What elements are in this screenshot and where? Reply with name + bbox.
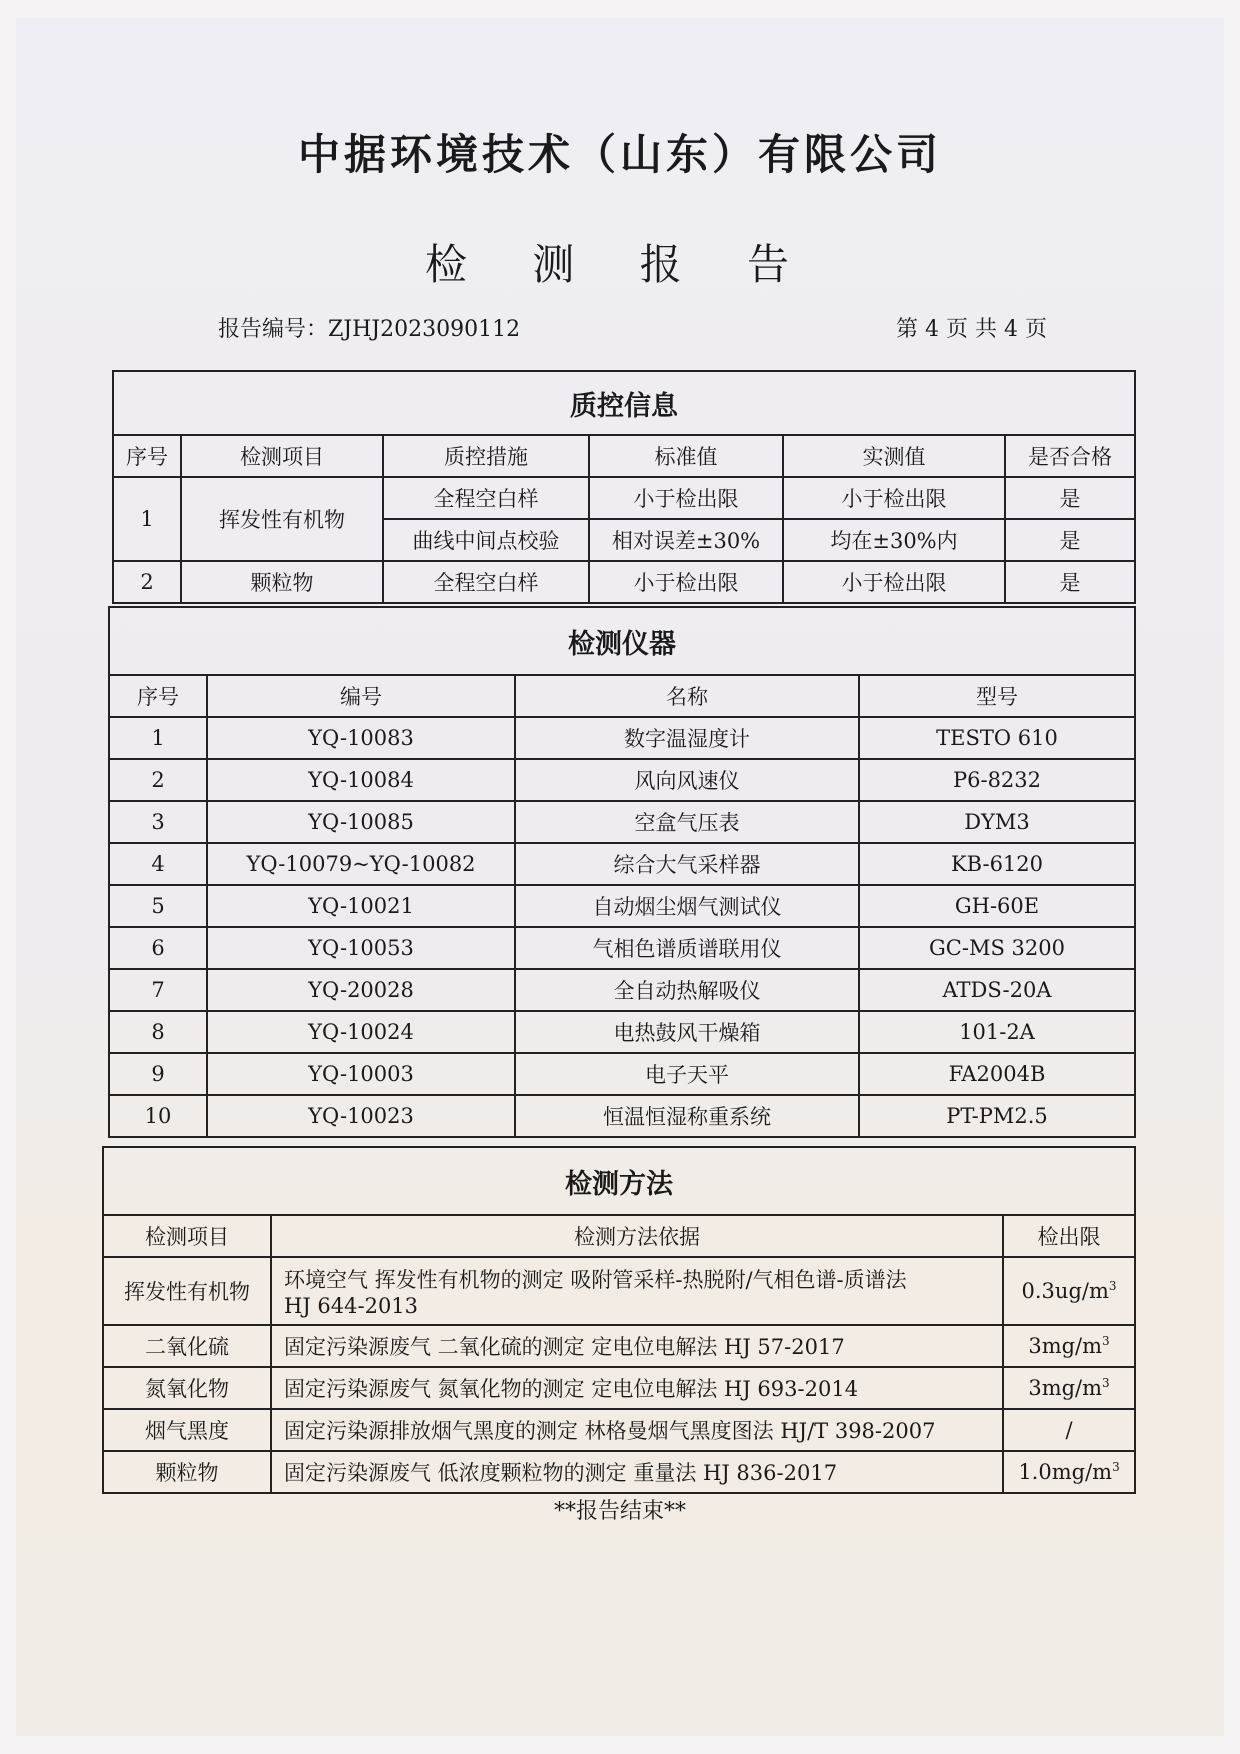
table-cell <box>1003 1325 1135 1367</box>
table-cell: 数字温湿度计 <box>515 717 859 759</box>
table-cell: 是 <box>1005 477 1135 519</box>
methods-table <box>102 1146 1136 1494</box>
table-cell: GC-MS 3200 <box>859 927 1135 969</box>
table-cell: 小于检出限 <box>589 477 783 519</box>
table-cell: 全自动热解吸仪 <box>515 969 859 1011</box>
table-cell: 二氧化硫 <box>103 1325 271 1367</box>
table-row <box>103 1409 1135 1451</box>
detection-limit: 0.3ug/m <box>1021 1279 1109 1303</box>
table-cell: 1 <box>113 477 181 561</box>
table-cell: 固定污染源排放烟气黑度的测定 林格曼烟气黑度图法 HJ/T 398-2007 <box>271 1409 1003 1451</box>
table-row <box>109 885 1135 927</box>
qc-table <box>112 370 1136 604</box>
table-cell: 相对误差±30% <box>589 519 783 561</box>
table-cell: 10 <box>109 1095 207 1137</box>
company-name: 中据环境技术（山东）有限公司 <box>297 130 942 179</box>
table-row <box>103 1257 1135 1325</box>
table-cell: FA2004B <box>859 1053 1135 1095</box>
unit-exponent: 3 <box>1102 1334 1110 1348</box>
methods-header-row <box>103 1215 1135 1257</box>
table-cell: 2 <box>109 759 207 801</box>
table-cell: 空盒气压表 <box>515 801 859 843</box>
table-cell: 1 <box>109 717 207 759</box>
table-cell: P6-8232 <box>859 759 1135 801</box>
table-row <box>109 927 1135 969</box>
table-cell: 自动烟尘烟气测试仪 <box>515 885 859 927</box>
table-cell: YQ-20028 <box>207 969 515 1011</box>
table-row <box>103 1325 1135 1367</box>
column-header: 标准值 <box>589 435 783 477</box>
table-cell <box>271 1257 1003 1325</box>
table-cell: 是 <box>1005 561 1135 603</box>
column-header: 实测值 <box>783 435 1005 477</box>
report-end-marker: **报告结束** <box>553 1499 686 1524</box>
table-cell: YQ-10021 <box>207 885 515 927</box>
table-row <box>109 717 1135 759</box>
table-cell: 曲线中间点校验 <box>383 519 589 561</box>
table-cell: 5 <box>109 885 207 927</box>
table-cell: YQ-10085 <box>207 801 515 843</box>
table-cell: 6 <box>109 927 207 969</box>
table-cell: 颗粒物 <box>181 561 383 603</box>
report-title: 检 测 报 告 <box>424 240 816 289</box>
table-cell: ATDS-20A <box>859 969 1135 1011</box>
column-header: 检测项目 <box>181 435 383 477</box>
table-cell: 全程空白样 <box>383 477 589 519</box>
table-cell: 4 <box>109 843 207 885</box>
column-header: 是否合格 <box>1005 435 1135 477</box>
table-row <box>113 561 1135 603</box>
table-cell: TESTO 610 <box>859 717 1135 759</box>
page-indicator: 第 4 页 共 4 页 <box>896 317 1047 342</box>
table-row <box>109 969 1135 1011</box>
table-row <box>109 843 1135 885</box>
instruments-section-title: 检测仪器 <box>109 607 1135 675</box>
methods-section-title: 检测方法 <box>103 1147 1135 1215</box>
table-cell: YQ-10023 <box>207 1095 515 1137</box>
table-cell: 电热鼓风干燥箱 <box>515 1011 859 1053</box>
detection-limit: 3mg/m <box>1028 1376 1103 1400</box>
table-cell: 8 <box>109 1011 207 1053</box>
column-header: 序号 <box>113 435 181 477</box>
column-header: 质控措施 <box>383 435 589 477</box>
column-header: 名称 <box>515 675 859 717</box>
table-cell: YQ-10083 <box>207 717 515 759</box>
table-cell: 是 <box>1005 519 1135 561</box>
table-cell: YQ-10003 <box>207 1053 515 1095</box>
detection-limit: 1.0mg/m <box>1018 1460 1113 1484</box>
table-row <box>109 1095 1135 1137</box>
table-cell: 恒温恒湿称重系统 <box>515 1095 859 1137</box>
table-cell: 氮氧化物 <box>103 1367 271 1409</box>
unit-exponent: 3 <box>1112 1460 1120 1474</box>
method-basis: 环境空气 挥发性有机物的测定 吸附管采样-热脱附/气相色谱-质谱法 <box>284 1268 907 1292</box>
table-row <box>109 759 1135 801</box>
table-cell: 7 <box>109 969 207 1011</box>
table-cell: 气相色谱质谱联用仪 <box>515 927 859 969</box>
column-header: 序号 <box>109 675 207 717</box>
table-cell: 颗粒物 <box>103 1451 271 1493</box>
instruments-table <box>108 606 1136 1138</box>
unit-exponent: 3 <box>1108 1279 1117 1293</box>
column-header: 型号 <box>859 675 1135 717</box>
table-cell: 挥发性有机物 <box>103 1257 271 1325</box>
unit-exponent: 3 <box>1102 1376 1110 1390</box>
table-cell: YQ-10053 <box>207 927 515 969</box>
column-header: 检出限 <box>1003 1215 1135 1257</box>
table-cell: PT-PM2.5 <box>859 1095 1135 1137</box>
table-cell: 固定污染源废气 氮氧化物的测定 定电位电解法 HJ 693-2014 <box>271 1367 1003 1409</box>
report-number: 报告编号：ZJHJ2023090112 <box>218 317 521 342</box>
table-cell: YQ-10079~YQ-10082 <box>207 843 515 885</box>
table-cell: / <box>1003 1409 1135 1451</box>
table-cell: 小于检出限 <box>589 561 783 603</box>
table-cell: 101-2A <box>859 1011 1135 1053</box>
table-cell: 烟气黑度 <box>103 1409 271 1451</box>
table-cell: 2 <box>113 561 181 603</box>
column-header: 编号 <box>207 675 515 717</box>
method-standard: HJ 644-2013 <box>284 1294 419 1318</box>
table-cell <box>1003 1367 1135 1409</box>
table-cell: 综合大气采样器 <box>515 843 859 885</box>
table-cell: GH-60E <box>859 885 1135 927</box>
table-cell: 电子天平 <box>515 1053 859 1095</box>
table-row <box>109 1011 1135 1053</box>
table-cell: 全程空白样 <box>383 561 589 603</box>
table-cell: 均在±30%内 <box>783 519 1005 561</box>
table-cell: 风向风速仪 <box>515 759 859 801</box>
table-cell: 固定污染源废气 二氧化硫的测定 定电位电解法 HJ 57-2017 <box>271 1325 1003 1367</box>
table-cell: KB-6120 <box>859 843 1135 885</box>
table-row <box>103 1451 1135 1493</box>
table-cell: 3 <box>109 801 207 843</box>
table-cell: 小于检出限 <box>783 561 1005 603</box>
table-cell: 固定污染源废气 低浓度颗粒物的测定 重量法 HJ 836-2017 <box>271 1451 1003 1493</box>
table-cell: DYM3 <box>859 801 1135 843</box>
table-cell: 小于检出限 <box>783 477 1005 519</box>
table-row <box>109 801 1135 843</box>
table-cell <box>1003 1451 1135 1493</box>
table-row <box>103 1367 1135 1409</box>
table-cell: 挥发性有机物 <box>181 477 383 561</box>
table-row <box>109 1053 1135 1095</box>
instruments-header-row <box>109 675 1135 717</box>
column-header: 检测项目 <box>103 1215 271 1257</box>
qc-section-title: 质控信息 <box>113 371 1135 435</box>
detection-limit: 3mg/m <box>1028 1334 1103 1358</box>
table-cell: 9 <box>109 1053 207 1095</box>
column-header: 检测方法依据 <box>271 1215 1003 1257</box>
qc-header-row <box>113 435 1135 477</box>
table-row <box>113 477 1135 519</box>
table-cell: YQ-10024 <box>207 1011 515 1053</box>
table-cell <box>1003 1257 1135 1325</box>
table-cell: YQ-10084 <box>207 759 515 801</box>
